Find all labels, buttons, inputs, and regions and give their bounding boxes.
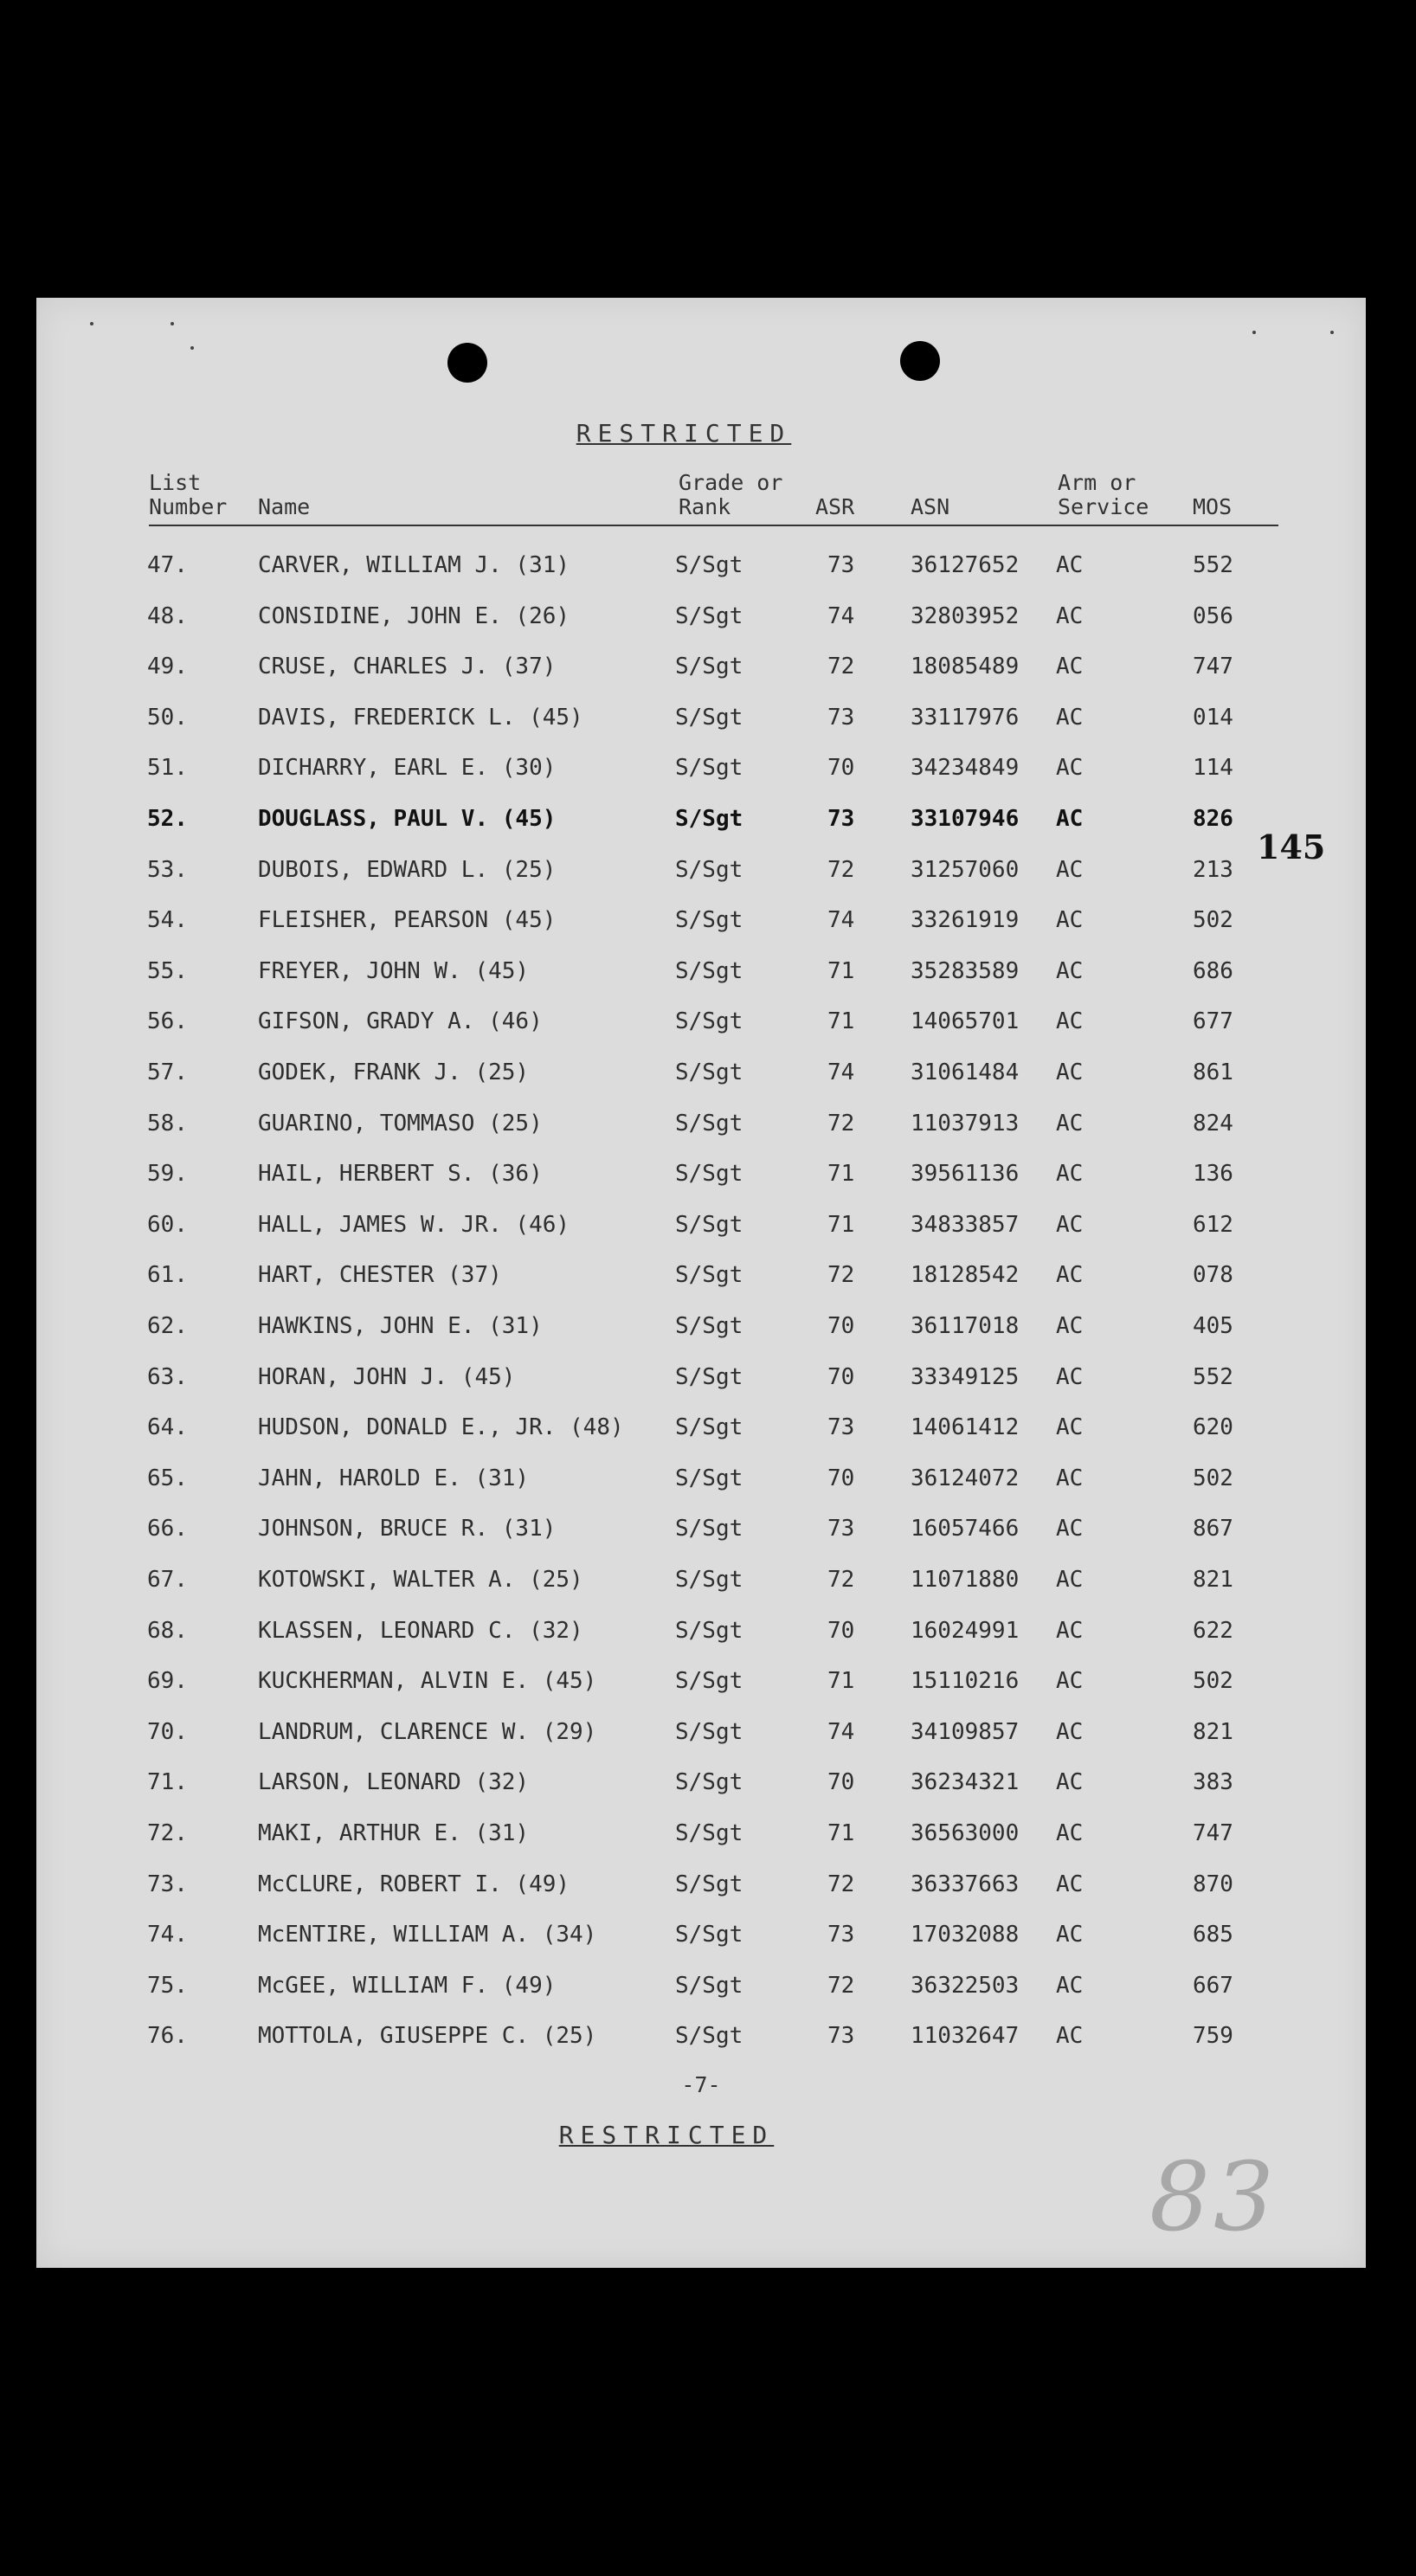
cell-grade: S/Sgt: [675, 2023, 743, 2050]
table-row: [36, 755, 1366, 806]
cell-arm: AC: [1056, 1363, 1084, 1390]
cell-asr: 73: [827, 1516, 855, 1542]
cell-asn: 34109857: [911, 1718, 1020, 1745]
cell-arm: AC: [1056, 1718, 1084, 1745]
cell-mos: 667: [1193, 1972, 1233, 1999]
table-row: [36, 1161, 1366, 1212]
table-row: [36, 857, 1366, 908]
cell-mos: 826: [1193, 806, 1233, 832]
table-row: [36, 1668, 1366, 1719]
cell-arm: AC: [1056, 806, 1084, 832]
cell-asn: 11032647: [911, 2023, 1020, 2050]
cell-arm: AC: [1056, 856, 1084, 883]
cell-grade: S/Sgt: [675, 1262, 743, 1289]
speck: [190, 346, 194, 350]
cell-name: KUCKHERMAN, ALVIN E. (45): [258, 1668, 597, 1695]
table-row: [36, 1364, 1366, 1415]
table-row: [36, 1111, 1366, 1162]
cell-name: KLASSEN, LEONARD C. (32): [258, 1617, 583, 1644]
cell-arm: AC: [1056, 1922, 1084, 1948]
cell-num: 51.: [147, 755, 188, 782]
cell-num: 69.: [147, 1668, 188, 1695]
cell-name: GIFSON, GRADY A. (46): [258, 1008, 543, 1035]
cell-grade: S/Sgt: [675, 1313, 743, 1339]
cell-grade: S/Sgt: [675, 1363, 743, 1390]
cell-mos: 867: [1193, 1516, 1233, 1542]
cell-num: 75.: [147, 1972, 188, 1999]
cell-num: 60.: [147, 1211, 188, 1238]
cell-grade: S/Sgt: [675, 1820, 743, 1846]
cell-name: JAHN, HAROLD E. (31): [258, 1465, 530, 1491]
header-name: Name: [258, 494, 311, 519]
cell-grade: S/Sgt: [675, 1718, 743, 1745]
speck: [1252, 331, 1256, 334]
cell-mos: 821: [1193, 1567, 1233, 1593]
cell-num: 76.: [147, 2023, 188, 2050]
cell-arm: AC: [1056, 1820, 1084, 1846]
cell-arm: AC: [1056, 1414, 1084, 1441]
table-row: [36, 1973, 1366, 2024]
cell-grade: S/Sgt: [675, 806, 743, 832]
cell-mos: 136: [1193, 1161, 1233, 1188]
classification-header: RESTRICTED: [576, 419, 792, 448]
cell-grade: S/Sgt: [675, 1465, 743, 1491]
cell-asr: 70: [827, 1465, 855, 1491]
cell-grade: S/Sgt: [675, 654, 743, 680]
cell-num: 53.: [147, 856, 188, 883]
punch-hole: [900, 341, 940, 381]
cell-arm: AC: [1056, 1262, 1084, 1289]
cell-name: HART, CHESTER (37): [258, 1262, 502, 1289]
cell-asn: 34234849: [911, 755, 1020, 782]
cell-grade: S/Sgt: [675, 1059, 743, 1085]
cell-asr: 70: [827, 1313, 855, 1339]
cell-arm: AC: [1056, 1871, 1084, 1897]
table-row: [36, 1313, 1366, 1364]
cell-name: DAVIS, FREDERICK L. (45): [258, 704, 583, 731]
table-row: [36, 603, 1366, 654]
cell-num: 54.: [147, 907, 188, 934]
cell-mos: 870: [1193, 1871, 1233, 1897]
cell-num: 73.: [147, 1871, 188, 1897]
cell-mos: 383: [1193, 1769, 1233, 1796]
cell-name: HAWKINS, JOHN E. (31): [258, 1313, 543, 1339]
cell-arm: AC: [1056, 1465, 1084, 1491]
cell-asn: 32803952: [911, 602, 1020, 629]
cell-name: HALL, JAMES W. JR. (46): [258, 1211, 570, 1238]
cell-asr: 71: [827, 1161, 855, 1188]
cell-asr: 71: [827, 1668, 855, 1695]
table-row: [36, 1262, 1366, 1313]
cell-asn: 16057466: [911, 1516, 1020, 1542]
cell-mos: 552: [1193, 552, 1233, 578]
cell-grade: S/Sgt: [675, 1617, 743, 1644]
cell-grade: S/Sgt: [675, 552, 743, 578]
cell-name: FREYER, JOHN W. (45): [258, 957, 530, 984]
cell-arm: AC: [1056, 1059, 1084, 1085]
cell-mos: 824: [1193, 1110, 1233, 1137]
cell-grade: S/Sgt: [675, 755, 743, 782]
cell-num: 72.: [147, 1820, 188, 1846]
cell-asr: 73: [827, 552, 855, 578]
cell-grade: S/Sgt: [675, 1922, 743, 1948]
cell-grade: S/Sgt: [675, 1110, 743, 1137]
table-row: [36, 1008, 1366, 1059]
cell-grade: S/Sgt: [675, 1516, 743, 1542]
header-asr: ASR: [815, 494, 855, 519]
speck: [90, 322, 93, 325]
cell-num: 66.: [147, 1516, 188, 1542]
cell-mos: 405: [1193, 1313, 1233, 1339]
cell-asr: 71: [827, 1820, 855, 1846]
cell-arm: AC: [1056, 1110, 1084, 1137]
table-row: [36, 1719, 1366, 1770]
cell-name: LARSON, LEONARD (32): [258, 1769, 530, 1796]
cell-mos: 213: [1193, 856, 1233, 883]
cell-num: 63.: [147, 1363, 188, 1390]
cell-arm: AC: [1056, 1567, 1084, 1593]
cell-asn: 18128542: [911, 1262, 1020, 1289]
table-row: [36, 1769, 1366, 1820]
cell-name: JOHNSON, BRUCE R. (31): [258, 1516, 557, 1542]
table-row: [36, 806, 1366, 857]
cell-asr: 70: [827, 1617, 855, 1644]
cell-num: 52.: [147, 806, 188, 832]
cell-asn: 11037913: [911, 1110, 1020, 1137]
cell-arm: AC: [1056, 1972, 1084, 1999]
cell-num: 74.: [147, 1922, 188, 1948]
cell-num: 67.: [147, 1567, 188, 1593]
cell-grade: S/Sgt: [675, 602, 743, 629]
cell-mos: 622: [1193, 1617, 1233, 1644]
cell-arm: AC: [1056, 1008, 1084, 1035]
cell-asr: 71: [827, 1211, 855, 1238]
cell-num: 50.: [147, 704, 188, 731]
header-rule: [149, 525, 1278, 526]
header-grade: Grade or Rank: [679, 470, 783, 519]
table-row: [36, 1618, 1366, 1669]
cell-asn: 33117976: [911, 704, 1020, 731]
punch-hole: [447, 343, 487, 383]
cell-name: DUBOIS, EDWARD L. (25): [258, 856, 557, 883]
cell-mos: 612: [1193, 1211, 1233, 1238]
cell-name: KOTOWSKI, WALTER A. (25): [258, 1567, 583, 1593]
header-asn: ASN: [911, 494, 950, 519]
page-number: -7-: [681, 2072, 721, 2097]
cell-grade: S/Sgt: [675, 957, 743, 984]
cell-num: 62.: [147, 1313, 188, 1339]
cell-num: 49.: [147, 654, 188, 680]
cell-arm: AC: [1056, 755, 1084, 782]
side-number: 145: [1257, 828, 1326, 866]
cell-grade: S/Sgt: [675, 1769, 743, 1796]
cell-num: 61.: [147, 1262, 188, 1289]
cell-mos: 552: [1193, 1363, 1233, 1390]
classification-footer: RESTRICTED: [558, 2121, 775, 2149]
table-row: [36, 1414, 1366, 1465]
cell-arm: AC: [1056, 654, 1084, 680]
cell-num: 70.: [147, 1718, 188, 1745]
speck: [1330, 331, 1334, 334]
handwritten-number: 83: [1149, 2141, 1278, 2252]
cell-asn: 16024991: [911, 1617, 1020, 1644]
cell-asr: 74: [827, 907, 855, 934]
table-row: [36, 1465, 1366, 1517]
cell-name: CARVER, WILLIAM J. (31): [258, 552, 570, 578]
cell-name: LANDRUM, CLARENCE W. (29): [258, 1718, 597, 1745]
cell-asn: 34833857: [911, 1211, 1020, 1238]
table-row: [36, 1212, 1366, 1263]
cell-asr: 73: [827, 1414, 855, 1441]
cell-mos: 861: [1193, 1059, 1233, 1085]
cell-asn: 33261919: [911, 907, 1020, 934]
table-row: [36, 907, 1366, 958]
cell-name: DICHARRY, EARL E. (30): [258, 755, 557, 782]
cell-mos: 685: [1193, 1922, 1233, 1948]
cell-arm: AC: [1056, 1211, 1084, 1238]
cell-arm: AC: [1056, 552, 1084, 578]
cell-asr: 72: [827, 1110, 855, 1137]
cell-asr: 73: [827, 806, 855, 832]
cell-asr: 72: [827, 1567, 855, 1593]
cell-mos: 677: [1193, 1008, 1233, 1035]
cell-asr: 72: [827, 1972, 855, 1999]
cell-name: MOTTOLA, GIUSEPPE C. (25): [258, 2023, 597, 2050]
cell-num: 58.: [147, 1110, 188, 1137]
cell-name: GUARINO, TOMMASO (25): [258, 1110, 543, 1137]
cell-mos: 821: [1193, 1718, 1233, 1745]
cell-asr: 74: [827, 602, 855, 629]
cell-grade: S/Sgt: [675, 704, 743, 731]
cell-name: McCLURE, ROBERT I. (49): [258, 1871, 570, 1897]
cell-asr: 72: [827, 856, 855, 883]
cell-mos: 114: [1193, 755, 1233, 782]
cell-asr: 72: [827, 654, 855, 680]
cell-name: GODEK, FRANK J. (25): [258, 1059, 530, 1085]
cell-mos: 747: [1193, 654, 1233, 680]
cell-num: 55.: [147, 957, 188, 984]
cell-asr: 71: [827, 957, 855, 984]
cell-asn: 31257060: [911, 856, 1020, 883]
cell-grade: S/Sgt: [675, 907, 743, 934]
cell-arm: AC: [1056, 602, 1084, 629]
cell-num: 68.: [147, 1617, 188, 1644]
cell-arm: AC: [1056, 1161, 1084, 1188]
table-row: [36, 1059, 1366, 1111]
cell-name: HORAN, JOHN J. (45): [258, 1363, 516, 1390]
cell-asn: 11071880: [911, 1567, 1020, 1593]
cell-asn: 36337663: [911, 1871, 1020, 1897]
cell-num: 47.: [147, 552, 188, 578]
cell-mos: 686: [1193, 957, 1233, 984]
cell-asr: 74: [827, 1718, 855, 1745]
table-row: [36, 705, 1366, 756]
cell-asn: 36322503: [911, 1972, 1020, 1999]
cell-name: HAIL, HERBERT S. (36): [258, 1161, 543, 1188]
cell-grade: S/Sgt: [675, 1871, 743, 1897]
cell-asr: 74: [827, 1059, 855, 1085]
cell-grade: S/Sgt: [675, 1008, 743, 1035]
cell-num: 71.: [147, 1769, 188, 1796]
table-row: [36, 654, 1366, 705]
cell-asr: 73: [827, 1922, 855, 1948]
cell-asr: 70: [827, 1363, 855, 1390]
table-row: [36, 958, 1366, 1009]
table-row: [36, 1567, 1366, 1618]
cell-mos: 620: [1193, 1414, 1233, 1441]
cell-arm: AC: [1056, 704, 1084, 731]
table-row: [36, 1820, 1366, 1871]
cell-asr: 72: [827, 1262, 855, 1289]
cell-num: 59.: [147, 1161, 188, 1188]
cell-asn: 36117018: [911, 1313, 1020, 1339]
cell-asn: 15110216: [911, 1668, 1020, 1695]
cell-asn: 36127652: [911, 552, 1020, 578]
cell-name: FLEISHER, PEARSON (45): [258, 907, 557, 934]
cell-asn: 18085489: [911, 654, 1020, 680]
cell-asn: 33349125: [911, 1363, 1020, 1390]
cell-num: 57.: [147, 1059, 188, 1085]
cell-asn: 31061484: [911, 1059, 1020, 1085]
cell-arm: AC: [1056, 2023, 1084, 2050]
cell-num: 48.: [147, 602, 188, 629]
cell-asr: 72: [827, 1871, 855, 1897]
cell-asn: 35283589: [911, 957, 1020, 984]
cell-arm: AC: [1056, 1769, 1084, 1796]
cell-asn: 14065701: [911, 1008, 1020, 1035]
cell-grade: S/Sgt: [675, 1972, 743, 1999]
header-list-number: List Number: [149, 470, 228, 519]
cell-name: HUDSON, DONALD E., JR. (48): [258, 1414, 624, 1441]
cell-grade: S/Sgt: [675, 856, 743, 883]
cell-name: CONSIDINE, JOHN E. (26): [258, 602, 570, 629]
cell-asn: 36124072: [911, 1465, 1020, 1491]
cell-mos: 078: [1193, 1262, 1233, 1289]
document-page: [36, 298, 1366, 2268]
table-row: [36, 2023, 1366, 2074]
cell-name: McENTIRE, WILLIAM A. (34): [258, 1922, 597, 1948]
header-mos: MOS: [1193, 494, 1233, 519]
cell-mos: 056: [1193, 602, 1233, 629]
cell-grade: S/Sgt: [675, 1161, 743, 1188]
cell-arm: AC: [1056, 957, 1084, 984]
cell-asn: 33107946: [911, 806, 1020, 832]
cell-arm: AC: [1056, 1668, 1084, 1695]
cell-asr: 70: [827, 755, 855, 782]
cell-arm: AC: [1056, 1617, 1084, 1644]
cell-asr: 73: [827, 704, 855, 731]
cell-num: 64.: [147, 1414, 188, 1441]
cell-asr: 73: [827, 2023, 855, 2050]
table-row: [36, 1516, 1366, 1567]
cell-mos: 759: [1193, 2023, 1233, 2050]
table-row: [36, 552, 1366, 603]
cell-asn: 36234321: [911, 1769, 1020, 1796]
cell-mos: 502: [1193, 907, 1233, 934]
cell-arm: AC: [1056, 1313, 1084, 1339]
table-row: [36, 1871, 1366, 1922]
cell-name: MAKI, ARTHUR E. (31): [258, 1820, 530, 1846]
cell-asn: 17032088: [911, 1922, 1020, 1948]
cell-mos: 747: [1193, 1820, 1233, 1846]
cell-mos: 502: [1193, 1465, 1233, 1491]
cell-grade: S/Sgt: [675, 1668, 743, 1695]
speck: [171, 322, 174, 325]
cell-num: 65.: [147, 1465, 188, 1491]
cell-arm: AC: [1056, 907, 1084, 934]
cell-num: 56.: [147, 1008, 188, 1035]
cell-name: DOUGLASS, PAUL V. (45): [258, 806, 557, 832]
cell-asr: 70: [827, 1769, 855, 1796]
cell-mos: 014: [1193, 704, 1233, 731]
cell-arm: AC: [1056, 1516, 1084, 1542]
header-arm: Arm or Service: [1058, 470, 1149, 519]
cell-grade: S/Sgt: [675, 1211, 743, 1238]
cell-grade: S/Sgt: [675, 1414, 743, 1441]
cell-asn: 14061412: [911, 1414, 1020, 1441]
cell-asr: 71: [827, 1008, 855, 1035]
table-row: [36, 1922, 1366, 1973]
cell-mos: 502: [1193, 1668, 1233, 1695]
cell-name: McGEE, WILLIAM F. (49): [258, 1972, 557, 1999]
cell-grade: S/Sgt: [675, 1567, 743, 1593]
cell-name: CRUSE, CHARLES J. (37): [258, 654, 557, 680]
cell-asn: 39561136: [911, 1161, 1020, 1188]
cell-asn: 36563000: [911, 1820, 1020, 1846]
